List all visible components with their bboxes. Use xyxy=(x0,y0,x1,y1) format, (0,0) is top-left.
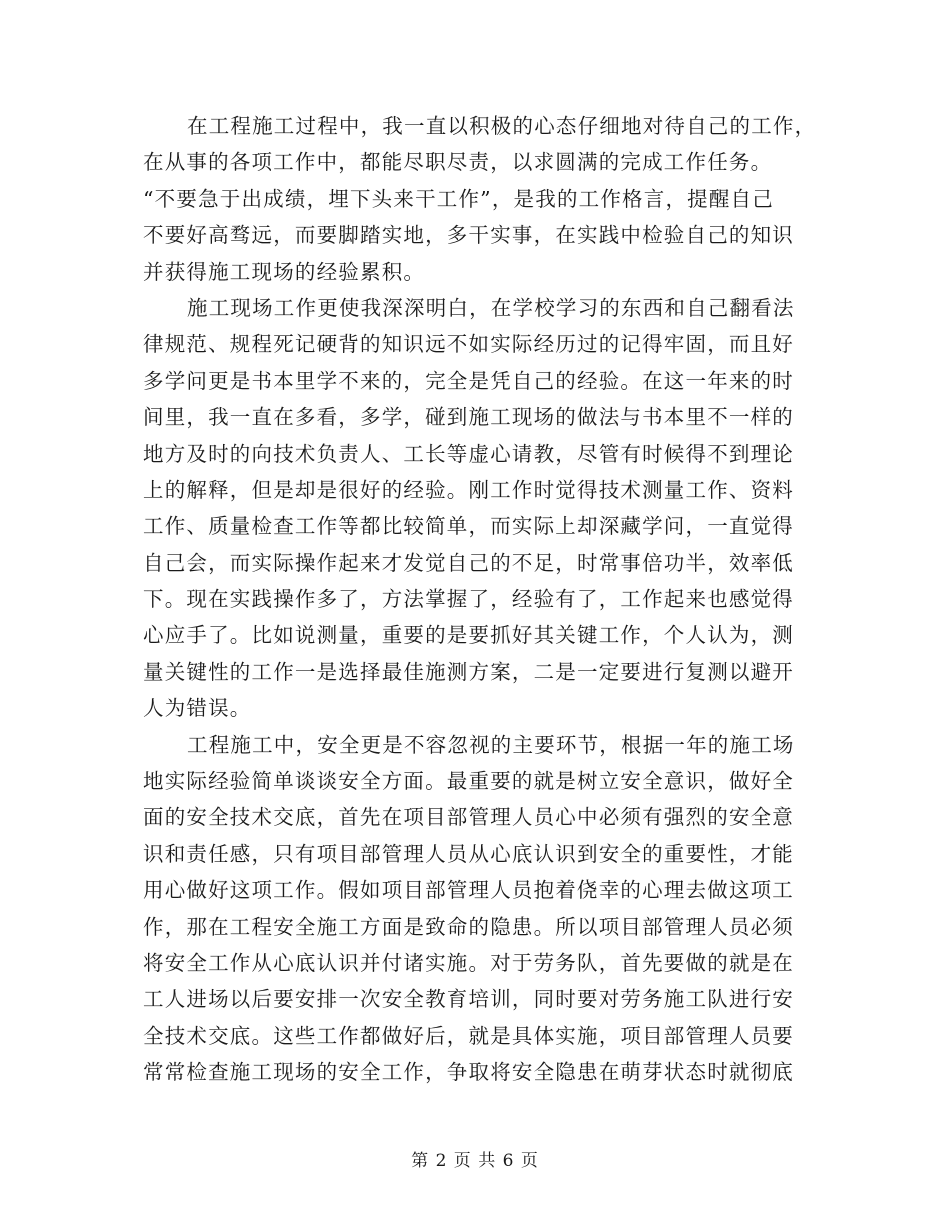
paragraph-2 xyxy=(143,290,807,727)
paragraph-line: “不要急于出成绩，埋下头来干工作”，是我的工作格言，提醒自己 xyxy=(143,186,774,211)
paragraph-line: 上的解释，但是却是很好的经验。刚工作时觉得技术测量工作、资料 xyxy=(143,477,794,502)
paragraph-line: 面的安全技术交底，首先在项目部管理人员心中必须有强烈的安全意 xyxy=(143,805,794,830)
paragraph-line: 全技术交底。这些工作都做好后，就是具体实施，项目部管理人员要 xyxy=(143,1023,794,1048)
paragraph-3 xyxy=(143,727,807,1091)
paragraph-line: 地实际经验简单谈谈安全方面。最重要的就是树立安全意识，做好全 xyxy=(143,769,794,794)
paragraph-line: 用心做好这项工作。假如项目部管理人员抱着侥幸的心理去做这项工 xyxy=(143,878,794,903)
paragraph-line: 识和责任感，只有项目部管理人员从心底认识到安全的重要性，才能 xyxy=(143,841,794,866)
paragraph-line: 律规范、规程死记硬背的知识远不如实际经历过的记得牢固，而且好 xyxy=(143,332,794,357)
paragraph-line: 多学问更是书本里学不来的，完全是凭自己的经验。在这一年来的时 xyxy=(143,368,794,393)
paragraph-line: 下。现在实践操作多了，方法掌握了，经验有了，工作起来也感觉得 xyxy=(143,587,794,612)
paragraph-line: 并获得施工现场的经验累积。 xyxy=(143,259,426,284)
paragraph-line: 常常检查施工现场的安全工作，争取将安全隐患在萌芽状态时就彻底 xyxy=(143,1060,794,1085)
paragraph-line: 工程施工中，安全更是不容忽视的主要环节，根据一年的施工场 xyxy=(187,732,795,757)
paragraph-line: 不要好高骛远，而要脚踏实地，多干实事，在实践中检验自己的知识 xyxy=(143,223,794,248)
paragraph-line: 工人进场以后要安排一次安全教育培训，同时要对劳务施工队进行安 xyxy=(143,987,794,1012)
paragraph-line: 在工程施工过程中，我一直以积极的心态仔细地对待自己的工作， xyxy=(187,114,817,138)
paragraph-line: 施工现场工作更使我深深明白，在学校学习的东西和自己翻看法 xyxy=(187,295,795,320)
paragraph-line: 在从事的各项工作中，都能尽职尽责，以求圆满的完成工作任务。 xyxy=(143,150,773,175)
paragraph-line: 量关键性的工作一是选择最佳施测方案，二是一定要进行复测以避开 xyxy=(143,659,794,684)
page-footer xyxy=(0,1146,950,1171)
paragraph-line: 将安全工作从心底认识并付诸实施。对于劳务队，首先要做的就是在 xyxy=(143,950,794,975)
paragraph-line: 人为错误。 xyxy=(143,696,252,721)
paragraph-line: 心应手了。比如说测量，重要的是要抓好其关键工作，个人认为，测 xyxy=(143,623,794,648)
paragraph-line: 间里，我一直在多看，多学，碰到施工现场的做法与书本里不一样的 xyxy=(143,405,794,430)
page-number: 第 2 页 共 6 页 xyxy=(411,1151,539,1171)
paragraph-line: 作，那在工程安全施工方面是致命的隐患。所以项目部管理人员必须 xyxy=(143,914,794,939)
paragraph-line: 地方及时的向技术负责人、工长等虚心请教，尽管有时候得不到理论 xyxy=(143,441,794,466)
paragraph-line: 自己会，而实际操作起来才发觉自己的不足，时常事倍功半，效率低 xyxy=(143,550,794,575)
paragraph-1 xyxy=(143,108,817,290)
paragraph-line: 工作、质量检查工作等都比较简单，而实际上却深藏学问，一直觉得 xyxy=(143,514,794,539)
document-body xyxy=(143,108,817,1091)
